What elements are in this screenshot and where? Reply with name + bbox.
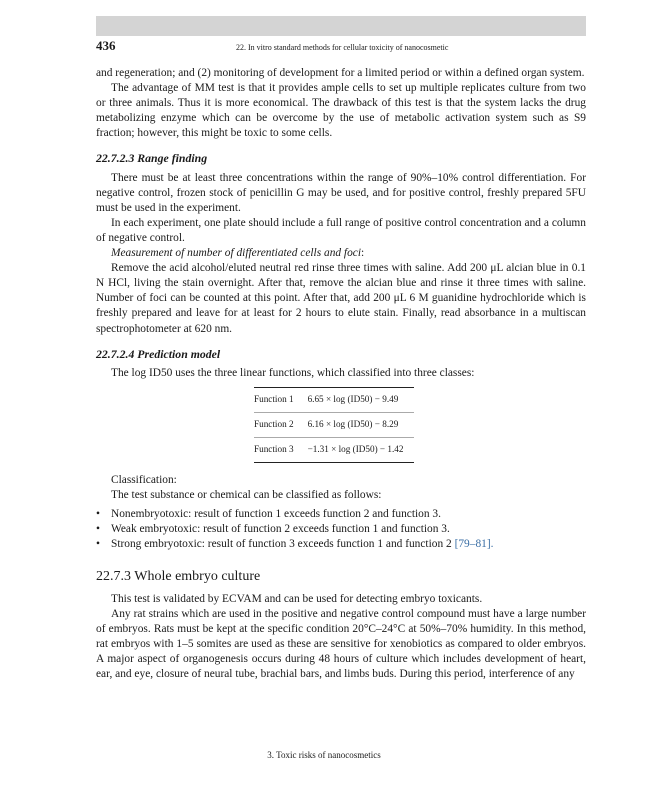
citation-link[interactable]: [79–81]. bbox=[454, 538, 494, 551]
bullet-text: Strong embryotoxic: result of function 3 exceeds function 1 and function 2 bbox=[111, 538, 452, 551]
paragraph: Any rat strains which are used in the positive and negative control compound must have a large number of embryos. Rats must be kept at the specific condition 20°C–24°C at 50%–70% humidity. In this method, rat embryos with 1–5 somites are used as these are sensitive for xenobiotics as compared to older embryos. A major aspect of organogenesis occurs during 48 hours of culture which includes development of heart, ear, and eye, closure of neural tube, brachial bars, and limbs buds. During this period, interference of any bbox=[96, 607, 586, 681]
list-item bbox=[96, 522, 586, 537]
bullet-text: Nonembryotoxic: result of function 1 exceeds function 2 and function 3. bbox=[111, 508, 441, 521]
function-formula: 6.65 × log (ID50) − 9.49 bbox=[304, 387, 414, 412]
section-heading-prediction-model: 22.7.2.4 Prediction model bbox=[96, 346, 221, 361]
measurement-subheading: Measurement of number of differentiated cells and foci: bbox=[111, 247, 365, 260]
classification-label: Classification: bbox=[111, 474, 177, 487]
paragraph: The log ID50 uses the three linear functions, which classified into three classes: bbox=[111, 366, 475, 379]
paragraph: Remove the acid alcohol/eluted neutral red rinse three times with saline. Add 200 μL alcian blue in 0.1 N HCl, living the stain overnight. After that, remove the alcian blue and rinse it three times with saline. Number of foci can be counted at this point. After that, add 200 μL 6 M guanidine hydrochloride which is freshly prepared and leave for at least for 2 hours to elute stain. Finally, read absorbance in a multiscan spectrophotometer at 620 nm. bbox=[96, 262, 586, 335]
page-number: 436 bbox=[96, 38, 116, 53]
page-content bbox=[96, 66, 586, 682]
paragraph: The advantage of MM test is that it provides ample cells to set up multiple replicates culture from two or three animals. Thus it is more economical. The drawback of this test is that the system lacks the drug metabolizing enzyme which can be overcome by the use of metabolic activation system such as S9 fraction; however, this might be toxic to some cells. bbox=[96, 82, 586, 140]
classification-list bbox=[96, 507, 586, 552]
classification-intro: The test substance or chemical can be classified as follows: bbox=[111, 489, 382, 502]
table-row bbox=[254, 412, 414, 437]
function-formula: −1.31 × log (ID50) − 1.42 bbox=[304, 437, 414, 462]
table-row bbox=[254, 387, 414, 412]
list-item bbox=[96, 537, 586, 552]
paragraph: This test is validated by ECVAM and can be used for detecting embryo toxicants. bbox=[111, 592, 483, 605]
running-header: 22. In vitro standard methods for cellular toxicity of nanocosmetic bbox=[236, 43, 449, 52]
list-item bbox=[96, 507, 586, 522]
measurement-label: Measurement of number of differentiated cells and foci bbox=[111, 247, 362, 260]
function-name: Function 3 bbox=[254, 437, 304, 462]
paragraph: and regeneration; and (2) monitoring of development for a limited period or within a defined organ system. bbox=[96, 67, 585, 79]
page-footer: 3. Toxic risks of nanocosmetics bbox=[267, 750, 381, 760]
function-name: Function 2 bbox=[254, 412, 304, 437]
bullet-text: Weak embryotoxic: result of function 2 exceeds function 1 and function 3. bbox=[111, 523, 450, 536]
function-table bbox=[254, 387, 414, 463]
section-heading-range-finding: 22.7.2.3 Range finding bbox=[96, 151, 208, 166]
subsection-heading-whole-embryo: 22.7.3 Whole embryo culture bbox=[96, 568, 261, 584]
function-formula: 6.16 × log (ID50) − 8.29 bbox=[304, 412, 414, 437]
paragraph: In each experiment, one plate should include a full range of positive control concentration and a column of negative control. bbox=[96, 216, 586, 244]
table-row bbox=[254, 437, 414, 462]
header-bar bbox=[96, 16, 586, 36]
function-name: Function 1 bbox=[254, 387, 304, 412]
paragraph: There must be at least three concentrations within the range of 90%–10% control differentiation. For negative control, frozen stock of penicillin G may be used, and for positive control, freshly prepared 5FU must be used in the experiment. bbox=[96, 171, 586, 214]
